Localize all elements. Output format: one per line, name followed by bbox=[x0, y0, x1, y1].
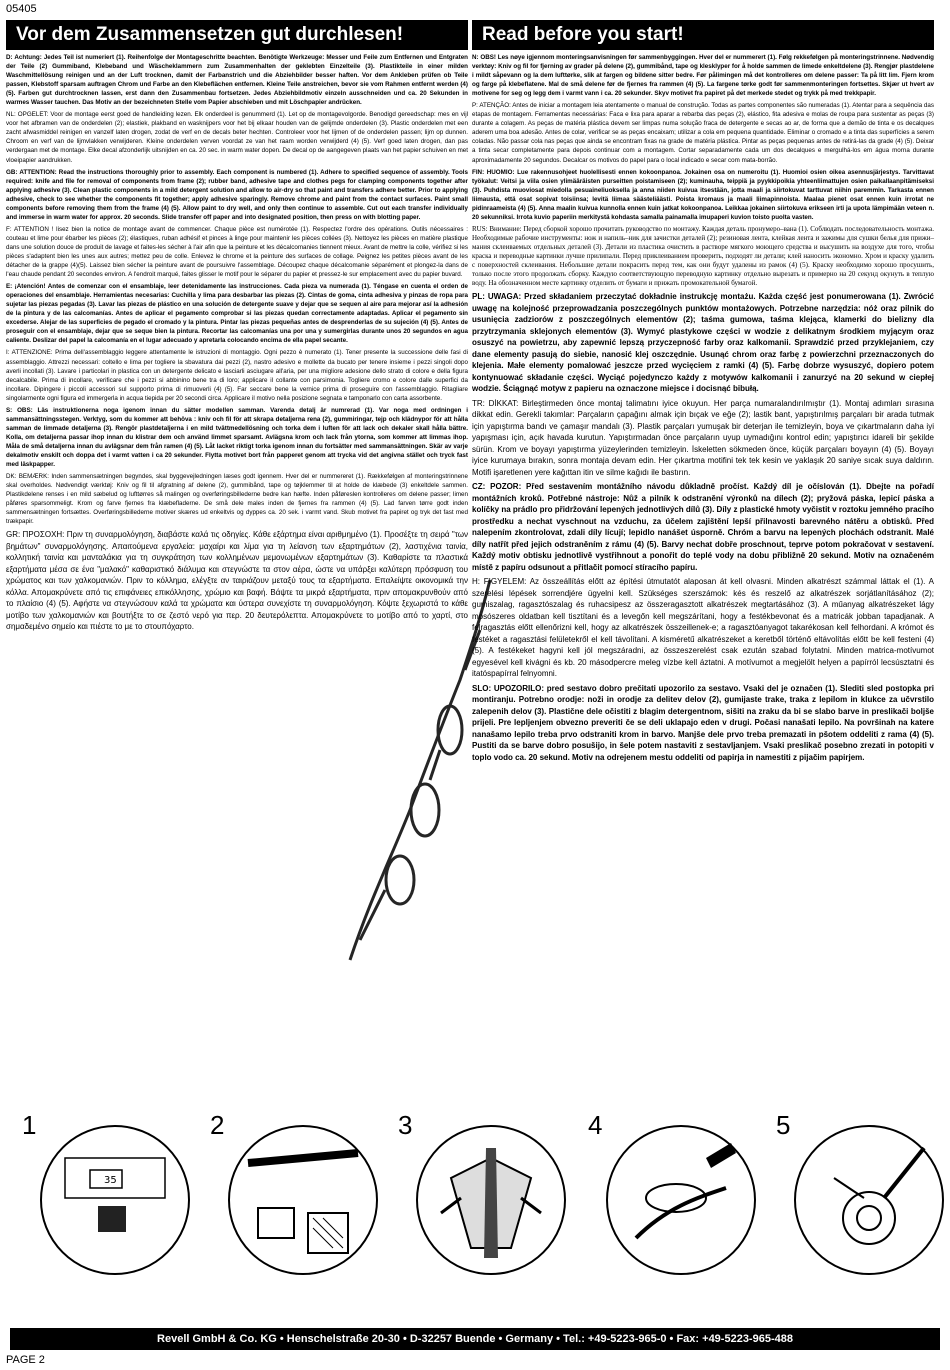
instruction-paragraph: GR: ΠΡΟΣΟΧΗ: Πριν τη συναρμολόγηση, διαβάστε καλά τις οδηγίες. Κάθε εξάρτημα είναι αριθμημένο (1). Προσέξτε τη σειρά "των βημάτων" συναρμολόγησης. Απαιτούμενα εργαλεία: μαχαίρι και λίμα για τη λείανση των εξαρτημάτων (2), λαστιχένια ταινία, κολλητική ταινία και μανταλάκια για τη συγκράτηση των κολλημένων μεμονωμένων εξαρτημάτων (3). Καθαρίστε τα πλαστικά εξαρτήματα μέσα σε ένα "μαλακό" καθαριστικό διάλυμα και στεγνώστε τα στον αέρα, ώστε να υπάρξει καλύτερη πρόσφυση του χρώματος και των χαλκομανιών. Πριν το κόλλημα, ελέγξτε αν ταιριάζουν μεταξύ τους τα εξαρτήματα. Επαλείψτε οικονομικά την κόλλα. Απομακρύνετε από τις επιφάνειες επικόλλησης, χρώμιο και βαφή. Βάψτε τα μικρά εξαρτήματα, πριν απομακρυνθούν από το πλαίσιο (4) (5). Αφήστε να στεγνώσουν καλά τα χρώματα και ύστερα συνεχίστε τη συναρμολόγηση. Κόψτε ξεχωριστά το κάθε μοτίβο των χαλκομανιών και βουτήξτε το σε ζεστό νερό για περ. 20 δευτερόλεπτα. Απομακρύνετε το μοτίβο από το χαρτί, στο σημαδεμένο σημείο και πιέστε το με το στουπόχαρτο. bbox=[6, 530, 468, 632]
instruction-paragraph: SLO: UPOZORILO: pred sestavo dobro prečitati upozorilo za sestavo. Vsaki del je označen (1). Slediti sled postopka pri montiranju. Potrebno orodje: noži in orodje za delitev delov (2), gumijaste trake, traka z lepilom in klukce za učvrstilo zalepenih delov (3). Plastične dele očistiti z blagim detergentnom, sišiti na zraku da bi se slabo barve in preslikači boljše prijeli. Pre lepljenjem obvezno preveriti če se deli uklapajo eden v drugi. Počasi nanašati lepilo. Na površinah na katere nanašamo lepilo treba prvo odstraniti krom in barvo. Manjše dele prvo treba premazati in pšotem oddeliti z rama (4) (5). Pustiti da se barve dobro posušijo, in šele potem nastaviti z sestavljanjem. Vsaki preslikač posebno zrezati in potopiti v toplo vodo ca. 20 sekund. Motiv na odrejenem mestu oddeliti od papirja in namestiti z pijačim papirjem. bbox=[472, 683, 934, 762]
step-number: 5 bbox=[776, 1110, 791, 1140]
instruction-paragraph: NL: OPGELET: Voor de montage eerst goed de handleiding lezen. Elk onderdeel is genummerd (1). Let op de montagevolgorde. Benodigd gereedschap: mes en vijl voor het afbramen van de onderdelen (2); elastiek, plakband en wasknijpers voor het bij elkaar houden van de gelijmde onderdelen (3). Plastic onderdelen met een zacht afwasmiddel reinigen en vanzelf laten drogen, zodat de verf en de decals beter hechten. Controleer voor het lijmen of de onderdelen passen; lijm op dunnen. Chroom en verf van de lijmvlakken verwijderen. Kleine onderdelen verven voordat ze van het raam worden verwijderd (4) (5). Verf goed laten drogen, dan pas verdergaan met de montage. Elke decal afzonderlijk uitsnijden en ca. 20 sec. in warm water dopen. De decal op de aangegeven plaats van het papier schuiven en met vloeipapier aandrukken. bbox=[6, 111, 468, 164]
instruction-paragraph: TR: DİKKAT: Birleştirmeden önce montaj talimatını iyice okuyun. Her parça numaralandırılmıştır (1). Montaj adımları sırasına dikkat edin. Gerekli takımlar: Parçaların çapağını almak için bıçak ve eğe (2); lastik bant, yapıştırılmış parçaları bir arada tutmak için yapıştırma bandı ve çamaşır mandalı (3). Plastik parçaları yumuşak bir deterjan ile temizleyin, boya ve çıkartmaların daha iyi yapışması için, açık havada kurutun. Yapıştırmadan önce parçaların uyup uymadığını kontrol edin; yapıştırıcı idareli bir şekilde sürün. Krom ve boyayı yapıştırma yüzeylerinden temizleyin. İskeletten sökmeden önce, küçük parçaları boyayın (4) (5). Boyayı iyice kurumaya bırakın, sonra montaja devam edin. Her çıkartma motifini tek tek kesin ve yaklaşık 20 saniye sıcak suya daldırın. Motifi işaretlenen yere kağıttan itin ve silme kağıdı ile bastırın. bbox=[472, 398, 934, 477]
company-footer: Revell GmbH & Co. KG • Henschelstraße 20-30 • D-32257 Buende • Germany • Tel.: +49-5223-965-0 • Fax: +49-5223-965-488 bbox=[10, 1328, 940, 1350]
instruction-paragraph: FIN: HUOMIO: Lue rakennusohjeet huolellisesti ennen kokoonpanoa. Jokainen osa on numeroitu (1). Huomioi osien oikea asennusjärjestys. Tarvittavat työkalut: Veitsi ja viila osien ylimääräisten purseitten poistamiseen (2); kuminauha, teippiä ja pyykkipoikia yhteenliimattujen osien paikallaanpitämiseksi (3). Puhdista muoviosat miedolla pesuaineliuoksella ja anna niiden kuivua itsestään, jotta maali ja siirtokuvat tarttuvat niihin paremmin. Tarkasta ennen liimausta, että osat sopivat toisiinsa; levitä liimaa säästeliäästi. Poista kromaus ja maali liimapinnoista. Maalaa pienet osat ennen kuin irrotat ne pidinraameista (4) (5). Anna maalin kuivua kunnolla ennen kuin jatkat kokoonpanoa. Leikkaa jokainen siirtokuva erikseen irti ja upota lämpimään veteen n. 20 sekunniksi. Irrota kuvio paperiin merkitystä kohdasta samalla painamalla imupaperi kuvion toisto puolta vasten. bbox=[472, 168, 934, 221]
right-column bbox=[472, 20, 934, 766]
clamp-parts-icon bbox=[416, 1118, 566, 1283]
instruction-paragraph: P: ATENÇÃO: Antes de iniciar a montagem leia atentamente o manual de construção. Todas as partes componentes são numeradas (1). Atentar para a sequência das etapas de montagem. Ferramentas necessárias: Faca e lixa para aparar a rebarba das peças (2), elástico, fita adesiva e molas de roupa para sustentar as peças (3) durante a colagem. As peças de matéria plástica devem ser limpas numa solução fraca de detergente e secas ao ar, de forma que a demão de tinta e os decalques aderem uma boa adesão. Antes de colar, verificar se as peças encaixam; utilizar a cola em pequena quantidade. Eliminar o cromado e a tinta das superfícies a serem coladas. Não passar cola nas peças que ainda se encontram fixas na grade de matéria plástica. Pintar as peças pequenas antes de retirá-las da grade (4) (5). Deixar a tinta secar completamente para depois continuar com a montagem. Cortar separadamente cada um dos decalques e mergulhá-los em água morna durante aproximadamente 20 segundos. Decalcar os motivos do papel para o local indicado e secar com mata-borrão. bbox=[472, 102, 934, 164]
instruction-paragraph: CZ: POZOR: Před sestavením montážního návodu důkladně pročíst. Každý díl je očíslován (1). Dbejte na pořadí montážních kroků. Potřebné nástroje: Nůž a pilník k odstranění výronků na dílech (2); pryžová páska, lepicí páska a kolíčky na prádlo pro přidržování lepených jednotlivých dílů (3). Díly z plastické hmoty vyčistit v roztoku jemného pracího prostředku a nechat vyschnout na vzduchu, za účelem zajištění lepší přilnavosti barevného nátěru a obtisků. Před nalepením zkontrolovat, zdali díly lícují; lepidlo nanášet úsporně. Chróm a barvu na lepených plochách odstranit. Malé díly natřít před jejich odstraněním z rámu (4) (5). Barvy nechat dobře proschnout, teprve potom pokračovat v sestavení. Každý motiv obtisku jednotlivě vystřihnout a ponořit do teplé vody na dobu přibližně 20 sekund. Motiv na označeném místě z papíru odsunout a přitlačit pomocí stíracího papíru. bbox=[472, 482, 934, 572]
instruction-paragraph: D: Achtung: Jedes Teil ist numeriert (1). Reihenfolge der Montageschritte beachten. Benötigte Werkzeuge: Messer und Feile zum Entfernen und Entgraten der Teile (2) Gummiband, Klebeband und Wäscheklammern zum Zusammenhalten der geklebten Einzelteile (3). Plastikteile in einer milden Waschmittellösung reinigen und an der Luft trocknen, damit der Farbanstrich und die Abziehbilder besser haften. Vor dem Ankleben prüfen ob Teile passen, Klebstoff sparsam auftragen Chrom und Farbe an den Klebeflächen entfernen. Kleine Teile anstreichen, bevor sie vom Rahmen entfernt werden (4) (5). Farben gut durchtrocknen lassen, erst dann den Zusammenbau fortsetzen. Jedes Abziehbildmotiv einzeln ausschneiden und ca. 20 Sekunden in warmes Wasser tauchen. Das Motiv an der bezeichneten Stelle vom Papier abschieben und mit Löschpapier andrücken. bbox=[6, 54, 468, 107]
instruction-paragraph: GB: ATTENTION: Read the instructions thoroughly prior to assembly. Each component is numbered (1). Adhere to specified sequence of assembly. Tools required: knife and file for removal of components from frame (2); rubber band, adhesive tape and clothes pegs for clamping components together after applying adhesive (3). Clean plastic components in a mild detergent solution and allow to air-dry so that paint and transfers adhere better. Prior to applying adhesive, check to see whether the components fit together; apply adhesive sparingly. Remove chrome and paint from the contact surfaces. Paint small components before removing them from the frame (4) (5). Allow paint to dry well, and only then continue to assemble. Cut out each transfer individually and immerse in warm water for approx. 20 seconds. Slide transfer off paper and into designated position, then press on with blotting paper. bbox=[6, 168, 468, 221]
svg-text:35: 35 bbox=[104, 1175, 117, 1186]
instruction-paragraph: H: FIGYELEM: Az összeállítás előtt az építési útmutatót alaposan át kell olvasni. Minden alkatrészt számmal láttak el (1). A szerelési lépések sorrendjére ügyelni kell. Szükséges szerszámok: kés és reszelő az alkatrészek sorjátlanításához (2); gumiszalag, ragasztószalag és ruhacsipesz az összeragasztott alkatrészek megtartásához (3). A műanyag alkatrészeket lágy mosószeres oldatban kell tisztítani és a levegőn kell megszárítani, hogy a festékbevonat és a matricák jobban tapadjanak. A felragasztás előtt ellenőrizni kell, hogy az alkatrészek összeillenek-e; a ragasztóanyagot takarékosan kell felhordani. A krómot és festéket a ragasztási felületekről el kell távolítani. A kisméretű alkatrészeket a keretből történő eltávolítás előtt be kell festeni (4) (5). A festékeket hagyni kell jól megszáradni, az összeszerelést csak ezután szabad folytatni. Minden matrica-motívumot egyesével kell kivágni és kb. 20 másodpercre meleg vízbe kell áztatni. A motívumot a megjelölt helyen a papírról lecsúsztatni és itatóspapírral felnyomni. bbox=[472, 577, 934, 679]
paint-wheel-icon bbox=[794, 1118, 944, 1283]
instruction-paragraph: DK: BEMÆRK: Inden sammensætningen begyndes, skal byggevejledningen læses godt igennem. Hver del er nummereret (1). Rækkefølgen af monteringstrinnene skal overholdes. Nødvendigt værktøj: Kniv og fil til afgratning af delene (2), gummibånd, tape og tøjklemmer til at holde de klæbede (3) enkeltdele sammen. Plastikdelene renses i en mild sæbelud og lufttørres så malingen og overføringsbillederne bedre kan hæfte. Inden påføreslen kontrolleres om delene passer; limen påføres sparsommeligt. Krom og farve fjernes fra klæbefladerne. De små dele males inden de fjernes fra rammen (4) (5). Lad farven tørre godt inden sammensætningen fortsættes. Overføringsbillederne motiver skæres ud enkeltvis og dyppes ca. 20 sek. i varmt vand. Skub motivet fra papiret og tryk det fast med trækpapir. bbox=[6, 473, 468, 526]
instruction-paragraph: PL: UWAGA: Przed składaniem przeczytać dokładnie instrukcję montażu. Każda część jest ponumerowana (1). Zwrócić uwagę na kolejność przeprowadzania poszczególnych punktów montażowych. Potrzebne narzędzia: nóż oraz pilnik do usunięcia zadziorów z poszczególnych elementów (2); taśma gumowa, taśma klejąca, klamerki do bielizny dla przytrzymania sklejonych elementów (3). Wymyć plastykowe części w wodzie z delikatnym środkiem myjącym oraz osuszyć na powietrzu, aby zapewnić lepszą przyczepność farby oraz kalkomanii. Sprawdzić przed przyklejaniem, czy dane elementy pasują do siebie, nanosić klej oszczędnie. Usunąć chrom oraz farbę z powierzchni przeznaczonych do klejenia. Małe elementy pomalować jeszcze przed wycięciem z ramki (4) (5). Farbę dobrze wysuszyć, dopiero potem kontynuować składanie części. Wyciąć pojedynczo każdy z motywów kalkomanii i zanurzyć na 20 sekund w ciepłej wodzie. Ściągnąć motyw z papieru na oznaczone miejsce i docisnąć bibułą. bbox=[472, 292, 934, 394]
heading-left: Vor dem Zusammensetzen gut durchlesen! bbox=[6, 20, 468, 50]
page-number: PAGE 2 bbox=[6, 1354, 45, 1366]
parts-sprue-icon bbox=[40, 1118, 190, 1283]
step-2 bbox=[210, 1110, 380, 1286]
instruction-paragraph: E: ¡Atención! Antes de comenzar con el ensamblaje, leer detenidamente las instrucciones. Cada pieza va numerada (1). Téngase en cuenta el orden de operaciones del ensamblaje. Herramientas necesarias: Cuchilla y lima para desbarbar las piezas (2). Cintas de goma, cinta adhesiva y pinzas de ropa para sujetar las piezas pegadas (3). Lavar las piezas de plástico en una solución de detergente suave y dejar que se sequen al aire para mejorar así la adhesión de la pintura y de las calcomanías. Antes de aplicar el pegamento comprobar si las piezas quedan correctamente adaptadas. Aplicar el pegamento sin excederse. Alejar de las superficies de pegado el cromado y la pintura. Pintar las piezas pequeñas antes de desprenderlas de su sujeción (4) (5). Antes de proseguir con el ensamblaje, dejar que se seque bien la pintura. Recortar las calcomanías una por una y sumergirlas durante unos 20 segundos en agua caliente. Deslizar del papel la calcomanía en el lugar adecuado y apretarla colocando encima de ella papel secante. bbox=[6, 283, 468, 345]
instruction-steps bbox=[10, 1110, 940, 1288]
right-instructions bbox=[472, 53, 934, 763]
instruction-paragraph: S: OBS: Läs instruktionerna noga igenom innan du sätter modellen samman. Varenda detalj är numrerad (1). Var noga med ordningen i sammansättningsstegen. Verktyg, som du kommer att behöva : kniv och fil för att skrapa detaljerna rena (2), gummiringar, tejp och klädnypor för att hålla samman de limmade detaljerna (3). Rengör plastdetaljerna i en mild tvättmedellösning och torka dem i luften för att lack och dekaler skall hålla bättre. Kolla, om detaljerna passar ihop innan du klistrar dem och använd limmet sparsamt. Avlägsna krom och lack från ytorna, som kommer att limmas ihop. Måla de små detaljerna innan du avlägsnar dem från ramen (4) (5). Låt lacket riktigt torka igenom innan du fortsätter med sammansättningen. Skär av varje dekalmotiv enskilt och doppa det i varmt vatten i ca 20 sekunder. Flytta motivet bort från papperet genom att trycka vid det angivna stället och tryck fast med läskpapper. bbox=[6, 406, 468, 469]
instruction-paragraph: I: ATTENZIONE: Prima dell'assemblaggio leggere attentamente le istruzioni di montaggio. Ogni pezzo è numerato (1). Tener presente la successione delle fasi di assemblaggio. Attrezzi necessari: coltello e lima per togliere la sbavatura dai pezzi (2), nastro adesivo e mollette da bucato per tenere insieme i pezzi singoli dopo averli incollati (3). Lavare i particolari in plastica con un detergente delicato e lasciarli asciugare all'aria, per una migliore adesione dello strato di colore e della figura decalcabile. Prima di incollare, verificare che i pezzi si abbinino bene tra di loro; applicare il collante con parsimonia. Togliere cromo e colore dalle superfici da incollare. Dipingere i piccoli accessori sul supporto prima di rimuoverli (4) (5). Far seccare bene la vernice prima di proseguire con l'assemblaggio. Ritagliare singolarmente ogni figura ed immergerla in acqua tiepida per 20 secondi circa. Applicare il motivo nella posizione segnata e tamponarlo con carta assorbente. bbox=[6, 349, 468, 402]
step-3 bbox=[398, 1110, 568, 1286]
document-code: 05405 bbox=[6, 3, 37, 15]
step-4 bbox=[588, 1110, 758, 1286]
instruction-paragraph: RUS: Внимание: Перед сборкой хорошо прочитать руководство по монтажу. Каждая деталь пронумеро–вана (1). Соблюдать последовательность монтажа. Необходимые рабочие инструменты: нож и напиль–ник для зачистки деталей (2); резиновая лента, клейкая лента и зажимы для сушки белья для прижи–мания склеиваемых отдельных деталей (3). Детали из пластика очистить в растворе мягкого моющего средства и высушить на воздухе для того, чтобы краска и переводные картинки лучше прилипали. Перед приклеиванием проверить, подходят ли детали; клей наносить экономно. Хром и краску удалить с поверхностей склеивания. Небольшие детали покрасить перед тем, как они будут удалены из рамок (4) (5). Краску необходимо хорошо просушить, только после этого продолжать сборку. Каждую соответствующую переводную картинку отдельно вырезать и примерно на 20 секунд окунуть в теплую воду. На обозначенном месте картинку отделить от бумаги и прижать промокательной бумагой. bbox=[472, 224, 934, 288]
heading-right: Read before you start! bbox=[472, 20, 934, 50]
left-column bbox=[6, 20, 468, 636]
step-number: 4 bbox=[588, 1110, 603, 1140]
step-number: 3 bbox=[398, 1110, 413, 1140]
step-number: 1 bbox=[22, 1110, 37, 1140]
step-5 bbox=[776, 1110, 946, 1286]
instruction-paragraph: F: ATTENTION ! lisez bien la notice de montage avant de commencer. Chaque pièce est numérotée (1). Respectez l'ordre des opérations. Outils nécessaires : couteau et lime pour ébarber les pièces (2); élastiques, ruban adhésif et pinces à linge pour maintenir les pièces collées (3). Nettoyez les pièces en matière plastique dans une solution douce de produit de lavage et faites-les sécher à l'air afin que la peinture et les décalcomanies tiennent mieux. Avant de mettre la colle, vérifiez si les pièces s'adaptent bien les unes aux autres; mettez peu de colle. Enlevez le chrome et la peinture des surfaces de collage. Peignez les petites pièces avant de les détacher de la grappe (4)(5). Laissez bien sécher la peinture avant de poursuivre l'assemblage. Découpez chaque décalcomanie séparément et plongez-la dans de l'eau chaude pendant 20 secondes environ. A l'endroit marqué, faites glisser le motif pour le séparer du papier et pressez-le sur emplacement avec du papier buvard. bbox=[6, 225, 468, 279]
left-instructions bbox=[6, 53, 468, 633]
step-1 bbox=[22, 1110, 192, 1286]
step-number: 2 bbox=[210, 1110, 225, 1140]
instruction-paragraph: N: OBS! Les nøye igjennom monteringsanvisningen før sammenbyggingen. Hver del er nummerert (1). Følg rekkefølgen på monteringstrinnene. Nødvendig verktøy: Kniv og fil for fjerning av grader på delene (2), gummibånd, tape og klesklyper for å holde sammen de limede enkeltdelene (3). Rengjør plastdelene i mildt såpevann og la dem lufttørke, slik at fargen og bildene sitter bedre. Før pålimingen må det kontrolleres om delene passer: Ta på litt lim. Fjern krom og farge på klebeflatene. Mal de små delene før de fjernes fra rammen (4) (5). La fargene tørke godt før sammenmonteringen fortsettes. Skjær ut hvert av motivene for seg og legg dem i varmt vann i ca. 20 sekunder. Skyv motivet fra papiret på det merkede stedet og trykk på med trekkpapir. bbox=[472, 54, 934, 98]
tools-icon bbox=[228, 1118, 378, 1283]
paint-brush-icon bbox=[606, 1118, 756, 1283]
